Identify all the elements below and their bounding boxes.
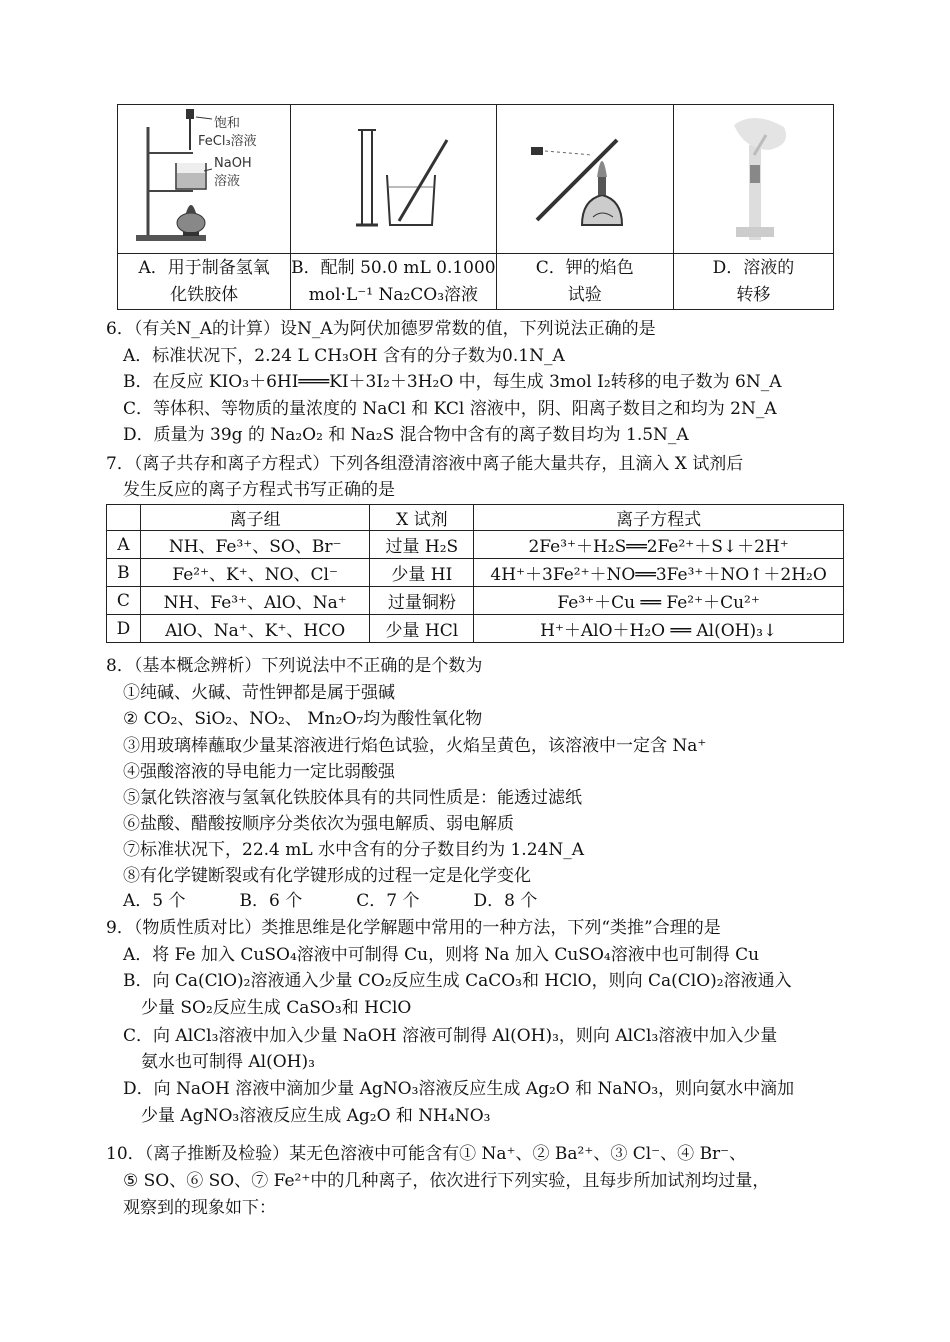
q6-option-b: B．在反应 KIO₃＋6HI═══KI＋3I₂＋3H₂O 中，每生成 3mol I₂转移的电子数为 6N_A xyxy=(123,372,782,392)
q9-option-d: D．向 NaOH 溶液中滴加少量 AgNO₃溶液反应生成 Ag₂O 和 NaNO₃，则向氨水中滴加 xyxy=(123,1079,795,1099)
q10-stem-line3: 观察到的现象如下： xyxy=(123,1198,276,1218)
figure-cell-b xyxy=(291,105,496,254)
header-x-reagent: X 试剂 xyxy=(370,505,474,531)
header-ion-group: 离子组 xyxy=(140,505,370,531)
header-ionic-equation: 离子方程式 xyxy=(474,505,844,531)
label-solution: 溶液 xyxy=(214,174,241,189)
q8-item-5: ⑤氯化铁溶液与氢氧化铁胶体具有的共同性质是：能透过滤纸 xyxy=(123,788,582,808)
row-label: A xyxy=(107,531,141,559)
q6-option-d: D．质量为 39g 的 Na₂O₂ 和 Na₂S 混合物中含有的离子数目均为 1.5N_A xyxy=(123,425,689,445)
row-label: C xyxy=(107,587,141,615)
q9-stem: 9．（物质性质对比）类推思维是化学解题中常用的一种方法，下列“类推”合理的是 xyxy=(106,918,721,938)
q8-item-8: ⑧有化学键断裂或有化学键形成的过程一定是化学变化 xyxy=(123,866,531,886)
equation-cell: H⁺＋AlO＋H₂O ══ Al(OH)₃↓ xyxy=(474,615,844,643)
row-label: B xyxy=(107,559,141,587)
ion-group-cell: AlO、Na⁺、K⁺、HCO xyxy=(140,615,370,643)
q8-item-6: ⑥盐酸、醋酸按顺序分类依次为强电解质、弱电解质 xyxy=(123,814,514,834)
reagent-cell: 少量 HI xyxy=(370,559,474,587)
apparatus-table xyxy=(117,104,834,310)
q8-choices: A．5 个 B．6 个 C．7 个 D．8 个 xyxy=(123,891,538,911)
q9-option-c-cont: 氨水也可制得 Al(OH)₃ xyxy=(141,1052,315,1072)
q9-option-c: C．向 AlCl₃溶液中加入少量 NaOH 溶液可制得 Al(OH)₃，则向 AlCl₃溶液中加入少量 xyxy=(123,1026,778,1046)
figure-cell-c xyxy=(496,105,673,254)
flame-test-figure xyxy=(497,105,673,248)
ion-group-cell: Fe²⁺、K⁺、NO、Cl⁻ xyxy=(140,559,370,587)
ion-group-cell: NH、Fe³⁺、AlO、Na⁺ xyxy=(140,587,370,615)
q6-option-a: A．标准状况下，2.24 L CH₃OH 含有的分子数为0.1N_A xyxy=(123,346,565,366)
q9-option-b: B．向 Ca(ClO)₂溶液通入少量 CO₂反应生成 CaCO₃和 HClO，则向 Ca(ClO)₂溶液通入 xyxy=(123,971,792,991)
q9-option-b-cont: 少量 SO₂反应生成 CaSO₃和 HClO xyxy=(141,998,412,1018)
ion-table xyxy=(106,504,844,643)
equation-cell: 2Fe³⁺＋H₂S══2Fe²⁺＋S↓＋2H⁺ xyxy=(474,531,844,559)
row-label: D xyxy=(107,615,141,643)
equation-cell: 4H⁺＋3Fe²⁺＋NO══3Fe³⁺＋NO↑＋2H₂O xyxy=(474,559,844,587)
q8-stem: 8．（基本概念辨析）下列说法中不正确的是个数为 xyxy=(106,656,483,676)
colloid-apparatus-figure xyxy=(118,105,290,248)
caption-a: A．用于制备氢氧 化铁胶体 xyxy=(118,254,291,310)
ion-group-cell: NH、Fe³⁺、SO、Br⁻ xyxy=(140,531,370,559)
caption-b: B．配制 50.0 mL 0.1000 mol·L⁻¹ Na₂CO₃溶液 xyxy=(291,254,496,310)
volumetric-flask-figure xyxy=(292,105,494,248)
header-blank xyxy=(107,505,141,531)
q8-item-2: ② CO₂、SiO₂、NO₂、 Mn₂O₇均为酸性氧化物 xyxy=(123,709,483,729)
q10-stem-line2: ⑤ SO、⑥ SO、⑦ Fe²⁺中的几种离子，依次进行下列实验，且每步所加试剂均过量， xyxy=(123,1171,770,1191)
figure-cell-d xyxy=(673,105,833,254)
reagent-cell: 过量铜粉 xyxy=(370,587,474,615)
caption-d: D．溶液的 转移 xyxy=(673,254,833,310)
q10-stem-line1: 10．（离子推断及检验）某无色溶液中可能含有① Na⁺、② Ba²⁺、③ Cl⁻、④ Br⁻、 xyxy=(106,1144,747,1164)
q8-item-3: ③用玻璃棒蘸取少量某溶液进行焰色试验，火焰呈黄色，该溶液中一定含 Na⁺ xyxy=(123,736,707,756)
equation-cell: Fe³⁺＋Cu ══ Fe²⁺＋Cu²⁺ xyxy=(474,587,844,615)
caption-c: C．钾的焰色 试验 xyxy=(496,254,673,310)
q7-stem-line1: 7．（离子共存和离子方程式）下列各组澄清溶液中离子能大量共存，且滴入 X 试剂后 xyxy=(106,454,744,474)
q8-item-1: ①纯碱、火碱、苛性钾都是属于强碱 xyxy=(123,683,395,703)
q6-stem: 6．（有关N_A的计算）设N_A为阿伏加德罗常数的值，下列说法正确的是 xyxy=(106,319,656,339)
label-saturated: 饱和 xyxy=(214,116,241,131)
q9-option-d-cont: 少量 AgNO₃溶液反应生成 Ag₂O 和 NH₄NO₃ xyxy=(141,1106,491,1126)
reagent-cell: 少量 HCl xyxy=(370,615,474,643)
q8-item-7: ⑦标准状况下，22.4 mL 水中含有的分子数目约为 1.24N_A xyxy=(123,840,584,860)
label-naoh: NaOH xyxy=(214,156,252,171)
q8-item-4: ④强酸溶液的导电能力一定比弱酸强 xyxy=(123,762,395,782)
reagent-cell: 过量 H₂S xyxy=(370,531,474,559)
solution-transfer-figure xyxy=(674,105,833,248)
label-fecl3-solution: FeCl₃溶液 xyxy=(198,134,257,149)
q9-option-a: A．将 Fe 加入 CuSO₄溶液中可制得 Cu，则将 Na 加入 CuSO₄溶液中也可制得 Cu xyxy=(123,945,760,965)
figure-cell-a xyxy=(118,105,291,254)
q6-option-c: C．等体积、等物质的量浓度的 NaCl 和 KCl 溶液中，阴、阳离子数目之和均为 2N_A xyxy=(123,399,777,419)
q7-stem-line2: 发生反应的离子方程式书写正确的是 xyxy=(123,480,395,500)
